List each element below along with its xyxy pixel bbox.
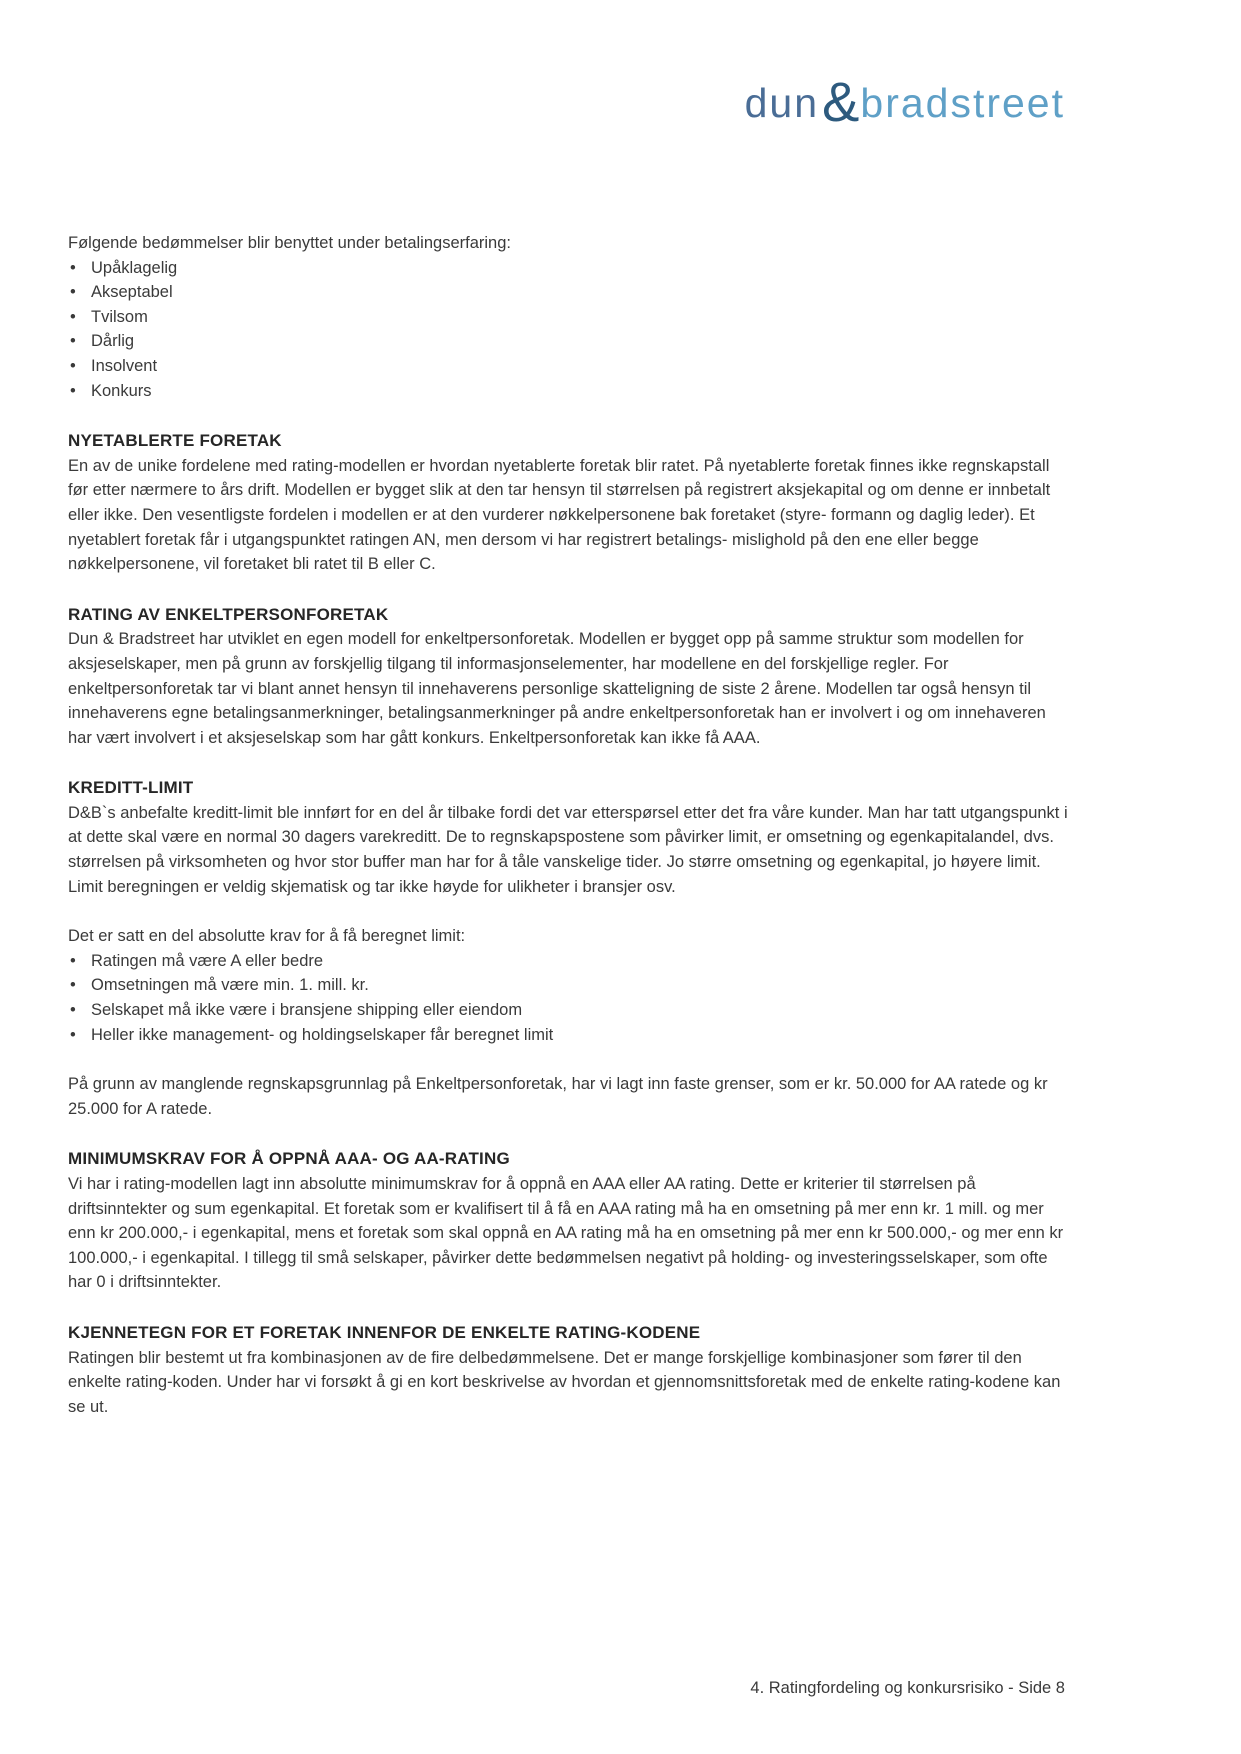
list-item: • Upåklagelig (68, 256, 1072, 281)
list-item: • Heller ikke management- og holdingselskaper får beregnet limit (68, 1023, 1072, 1048)
section-body-minimumskrav: Vi har i rating-modellen lagt inn absolutte minimumskrav for å oppnå en AAA eller AA rating. Dette er kriterier til størrelsen på driftsinntekter og sum egenkapital. Et foretak som er kvalifisert til å få en AAA rating må ha en omsetning på mer enn kr. 1 mill. og mer enn kr 200.000,- i egenkapital, mens et foretak som skal oppnå en AA rating må ha en omsetning på mer enn kr 500.000,- og mer enn kr 100.000,- i egenkapital. I tillegg til små selskaper, påvirker dette bedømmelsen negativt på holding- og investeringsselskaper, som ofte har 0 i driftsinntekter. (68, 1175, 1064, 1292)
limit-fixed-thresholds-note: På grunn av manglende regnskapsgrunnlag på Enkeltpersonforetak, har vi lagt inn faste grenser, som er kr. 50.000 for AA ratede og kr 25.000 for A ratede. (68, 1075, 1048, 1118)
list-item: • Selskapet må ikke være i bransjene shipping eller eiendom (68, 998, 1072, 1023)
section-heading-rating-enkeltpersonforetak: RATING AV ENKELTPERSONFORETAK (68, 604, 389, 624)
limit-requirements-list (68, 949, 1072, 1047)
list-item: • Ratingen må være A eller bedre (68, 949, 1072, 974)
section-body-rating-enkeltpersonforetak: Dun & Bradstreet har utviklet en egen modell for enkeltpersonforetak. Modellen er bygget opp på samme struktur som modellen for aksjeselskaper, men på grunn av forskjellig tilgang til informasjonselementer, har modellene en del forskjellige regler. For enkeltpersonforetak tar vi blant annet hensyn til innehaverens personlige skatteligning de siste 2 årene. Modellen tar også hensyn til innehaverens egne betalingsanmerkninger, betalingsanmerkninger på andre enkeltpersonforetak han er involvert i og om innehaveren har vært involvert i et aksjeselskap som har gått konkurs. Enkeltpersonforetak kan ikke få AAA. (68, 630, 1046, 747)
logo-ampersand-icon: & (822, 70, 860, 133)
section-heading-minimumskrav: MINIMUMSKRAV FOR Å OPPNÅ AAA- OG AA-RATING (68, 1149, 510, 1169)
dun-bradstreet-logo (744, 68, 1065, 133)
page-footer: 4. Ratingfordeling og konkursrisiko - Side 8 (750, 1679, 1065, 1697)
list-item: • Insolvent (68, 354, 1072, 379)
section-heading-kjennetegn: KJENNETEGN FOR ET FORETAK INNENFOR DE ENKELTE RATING-KODENE (68, 1322, 701, 1342)
intro-lead: Følgende bedømmelser blir benyttet under betalingserfaring: (68, 234, 511, 252)
section-body-kreditt-limit: D&B`s anbefalte kreditt-limit ble innført for en del år tilbake fordi det var etterspørsel etter det fra våre kunder. Man har tatt utgangspunkt i at dette skal være en normal 30 dagers varekreditt. De to regnskapspostene som påvirker limit, er omsetning og egenkapitalandel, dvs. størrelsen på virksomheten og hvor stor buffer man har for å tåle vanskelige tider. Jo større omsetning og egenkapital, jo høyere limit. Limit beregningen er veldig skjematisk og tar ikke høyde for ulikheter i bransjer osv. (68, 803, 1068, 896)
section-heading-kreditt-limit: KREDITT-LIMIT (68, 778, 194, 798)
list-item: • Dårlig (68, 329, 1072, 354)
list-item: • Omsetningen må være min. 1. mill. kr. (68, 973, 1072, 998)
logo-text-bradstreet: bradstreet (860, 80, 1065, 126)
list-item: • Konkurs (68, 379, 1072, 404)
section-body-nyetablerte-foretak: En av de unike fordelene med rating-modellen er hvordan nyetablerte foretak blir ratet. På nyetablerte foretak finnes ikke regnskapstall før etter nærmere to års drift. Modellen er bygget slik at den tar hensyn til størrelsen på registrert aksjekapital og om denne er innbetalt eller ikke. Den vesentligste fordelen i modellen er at den vurderer nøkkelpersonene bak foretaket (styre- formann og daglig leder). Et nyetablert foretak får i utgangspunktet ratingen AN, men dersom vi har registrert betalings- mislighold på den ene eller begge nøkkelpersonene, vil foretaket bli ratet til B eller C. (68, 456, 1051, 574)
limit-requirements-lead: Det er satt en del absolutte krav for å få beregnet limit: (68, 927, 466, 946)
list-item: • Akseptabel (68, 280, 1072, 305)
page-content (68, 231, 1072, 1419)
list-item: • Tvilsom (68, 305, 1072, 330)
payment-experience-list (68, 256, 1072, 404)
logo-text-dun: dun (744, 80, 820, 126)
section-heading-nyetablerte-foretak: NYETABLERTE FORETAK (68, 431, 282, 451)
section-body-kjennetegn: Ratingen blir bestemt ut fra kombinasjonen av de fire delbedømmelsene. Det er mange forskjellige kombinasjoner som fører til den enkelte rating-koden. Under har vi forsøkt å gi en kort beskrivelse av hvordan et gjennomsnittsforetak med de enkelte rating-kodene kan se ut. (68, 1348, 1061, 1416)
